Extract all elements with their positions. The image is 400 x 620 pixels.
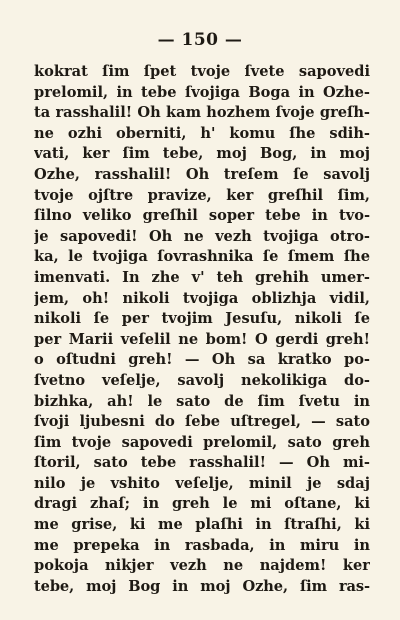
text-line: nikoli ſe per tvojim Jesuſu, nikoli ſe (34, 310, 370, 328)
text-line: ſvoji ljubesni do ſebe uſtregel, — sato (34, 413, 370, 431)
text-line: Ozhe, rasshalil! Oh treſem ſe savolj (34, 165, 370, 183)
text-line: me prepeka in rasbada, in miru in (34, 536, 370, 554)
text-line: me grise, ki me plaſhi in ſtraſhi, ki (34, 516, 370, 534)
text-line: o oſtudni greh! — Oh sa kratko po- (34, 351, 370, 369)
text-line: pokoja nikjer vezh ne najdem! ker (34, 557, 370, 575)
text-line: ſilno veliko greſhil soper tebe in tvo- (34, 207, 370, 225)
text-line: ka, le tvojiga ſovrashnika ſe ſmem ſhe (34, 248, 370, 266)
text-line: per Marii veſelil ne bom! O gerdi greh! (34, 330, 370, 348)
text-line: tebe, moj Bog in moj Ozhe, ſim ras- (34, 577, 370, 595)
page-number: — 150 — (157, 30, 243, 50)
text-line: bizhka, ah! le sato de ſim ſvetu in (34, 392, 370, 410)
text-line: je sapovedi! Oh ne vezh tvojiga otro- (34, 227, 370, 245)
text-line: vati, ker ſim tebe, moj Bog, in moj (34, 145, 370, 163)
text-line: dragi zhaſ; in greh le mi oſtane, ki (34, 495, 370, 513)
text-line: ſvetno veſelje, savolj nekolikiga do- (34, 371, 370, 389)
text-line: ſtoril, sato tebe rasshalil! — Oh mi- (34, 454, 370, 472)
text-line: kokrat ſim ſpet tvoje ſvete sapovedi (34, 63, 370, 80)
text-line: ſim tvoje sapovedi prelomil, sato greh (34, 433, 370, 451)
text-line: jem, oh! nikoli tvojiga oblizhja vidil, (34, 289, 370, 307)
text-line: ne ozhi oberniti, h' komu ſhe sdih- (34, 124, 370, 142)
text-line: nilo je vshito veſelje, minil je sdaj (34, 474, 370, 492)
text-line: imenvati. In zhe v' teh grehih umer- (34, 268, 370, 286)
text-line: ta rasshalil! Oh kam hozhem ſvoje greſh- (34, 104, 370, 122)
text-line: tvoje ojſtre pravize, ker greſhil ſim, (34, 186, 370, 204)
body-text (34, 62, 370, 597)
text-line: prelomil, in tebe ſvojiga Boga in Ozhe- (34, 83, 370, 101)
